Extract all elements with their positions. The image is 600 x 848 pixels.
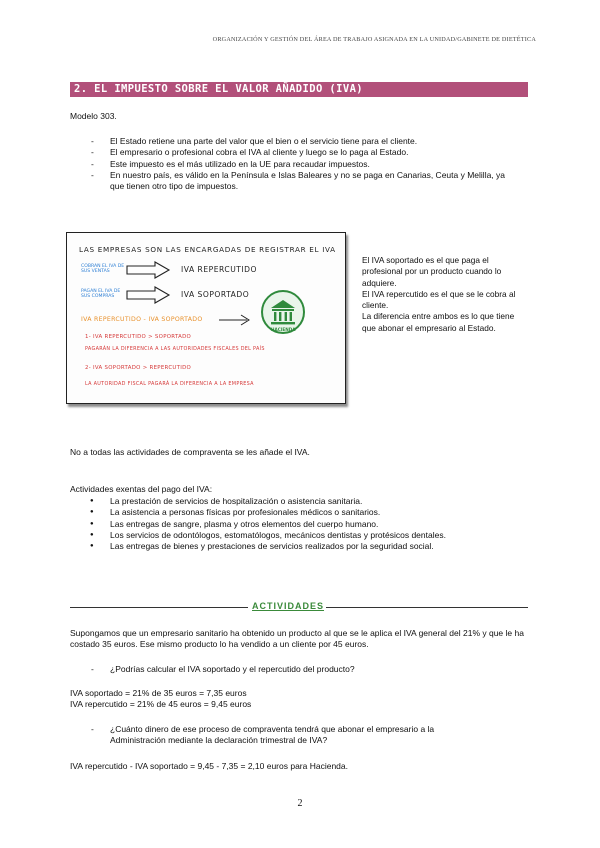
intro-list [91, 136, 511, 192]
diagram-case2: 2- IVA SOPORTADO > REPERCUTIDO [85, 365, 192, 371]
diagram-formula: IVA REPERCUTIDO - IVA SOPORTADO [81, 316, 203, 323]
diagram-soportado-label: IVA SOPORTADO [181, 290, 250, 299]
list-item: ● La prestación de servicios de hospitalización o asistencia sanitaria. [90, 496, 530, 507]
side-text-diferencia: La diferencia entre ambos es lo que tiene que abonar el empresario al Estado. [362, 311, 515, 333]
list-item: ● Los servicios de odontólogos, estomatólogos, mecánicos dentistas y protésicos dentales. [90, 530, 530, 541]
arrow-right-icon [125, 286, 171, 304]
answer-1a: IVA soportado = 21% de 35 euros = 7,35 euros [70, 688, 247, 698]
side-text-soportado: El IVA soportado es el que paga el profesional por un producto cuando lo adquiere. [362, 255, 502, 288]
question-2: - ¿Cuánto dinero de ese proceso de compraventa tendrá que abonar el empresario a la Administración mediante la declaración trimestral de IVA? [91, 724, 491, 747]
diagram-repercutido-label: IVA REPERCUTIDO [181, 265, 257, 274]
diagram-case1: 1- IVA REPERCUTIDO > SOPORTADO [85, 334, 192, 340]
diagram-cobran-label: COBRAN EL IVA DE SUS VENTAS [81, 264, 125, 275]
exentas-title: Actividades exentas del pago del IVA: [70, 484, 213, 494]
hacienda-label: HACIENDA [271, 327, 296, 332]
no-todas-text: No a todas las actividades de compraventa se les añade el IVA. [70, 447, 310, 457]
list-item: ● La asistencia a personas físicas por profesionales médicos o sanitarios. [90, 507, 530, 518]
diagram-case1-text: PAGARÁN LA DIFERENCIA A LAS AUTORIDADES FISCALES DEL PAÍS [85, 346, 265, 352]
section-title: 2. EL IMPUESTO SOBRE EL VALOR AÑADIDO (IVA) [70, 82, 528, 97]
actividades-heading: ACTIVIDADES [252, 601, 325, 611]
running-header: ORGANIZACIÓN Y GESTIÓN DEL ÁREA DE TRABAJO ASIGNADA EN LA UNIDAD/GABINETE DE DIETÉTICA [212, 36, 536, 43]
page-number: 2 [297, 798, 303, 809]
diagram-title: LAS EMPRESAS SON LAS ENCARGADAS DE REGISTRAR EL IVA [79, 245, 336, 254]
list-item: - En nuestro país, es válido en la Península e Islas Baleares y no se paga en Canarias, Ceuta y Melilla, ya que tienen otro tipo de impuestos. [91, 170, 511, 193]
divider [326, 607, 528, 608]
side-explanation [362, 255, 530, 334]
answer-1b: IVA repercutido = 21% de 45 euros = 9,45 euros [70, 699, 252, 709]
iva-diagram [66, 232, 346, 404]
list-item: - Este impuesto es el más utilizado en la UE para recaudar impuestos. [91, 159, 511, 170]
list-item: - El Estado retiene una parte del valor que el bien o el servicio tiene para el cliente. [91, 136, 511, 147]
modelo-label: Modelo 303. [70, 111, 117, 121]
list-item: ● Las entregas de sangre, plasma y otros elementos del cuerpo humano. [90, 519, 530, 530]
diagram-pagan-label: PAGAN EL IVA DE SUS COMPRAS [81, 289, 121, 300]
arrow-right-icon [125, 261, 171, 279]
list-item: ● Las entregas de bienes y prestaciones de servicios realizados por la seguridad social. [90, 541, 530, 552]
divider [70, 607, 248, 608]
list-item: - El empresario o profesional cobra el IVA al cliente y luego se lo paga al Estado. [91, 147, 511, 158]
problem-statement: Supongamos que un empresario sanitario ha obtenido un producto al que se le aplica el IVA general del 21% y que le ha costado 35 euros. Ese mismo producto lo ha vendido a un cliente por 45 euros. [70, 628, 524, 650]
side-text-repercutido: El IVA repercutido es el que se le cobra al cliente. [362, 288, 516, 311]
diagram-case2-text: LA AUTORIDAD FISCAL PAGARÁ LA DIFERENCIA A LA EMPRESA [85, 381, 254, 387]
arrow-right-icon [217, 313, 257, 327]
question-1: - ¿Podrías calcular el IVA soportado y el repercutido del producto? [91, 664, 531, 675]
answer-2: IVA repercutido - IVA soportado = 9,45 - 7,35 = 2,10 euros para Hacienda. [70, 761, 349, 771]
exentas-list [90, 496, 530, 552]
